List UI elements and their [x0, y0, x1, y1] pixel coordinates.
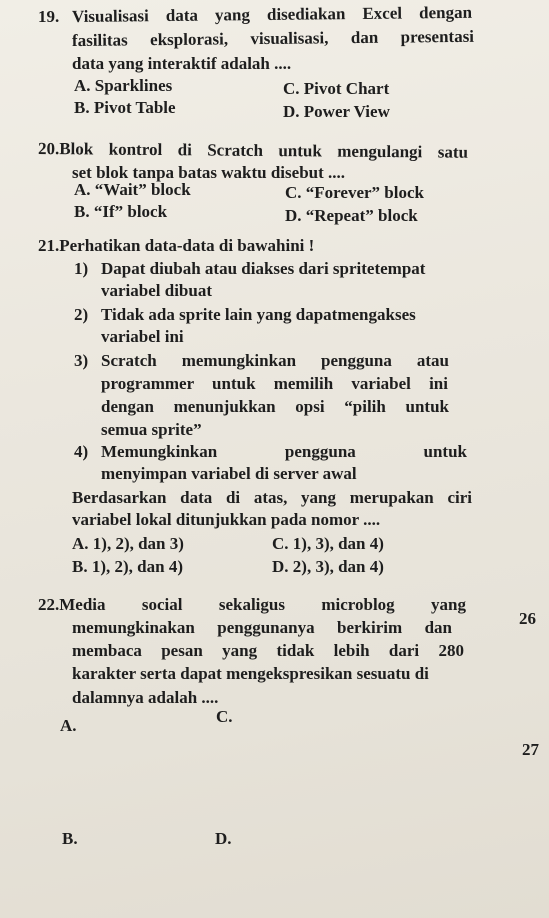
- q20-option-a: A. “Wait” block: [74, 180, 191, 199]
- q19-text-line-1: Visualisasi data yang disediakan Excel dengan: [71, 2, 473, 26]
- q20-option-d: D. “Repeat” block: [285, 206, 418, 225]
- q21-option-c: C. 1), 3), dan 4): [272, 534, 384, 553]
- q21-item-4-line-1: Memungkinkan pengguna untuk: [101, 442, 467, 461]
- q21-option-d: D. 2), 3), dan 4): [272, 557, 384, 576]
- q22-text-line-4: karakter serta dapat mengekspresikan sesuatu di: [72, 664, 429, 683]
- q22-text-line-3: membaca pesan yang tidak lebih dari 280: [72, 641, 464, 660]
- q19-option-c: C. Pivot Chart: [283, 79, 390, 98]
- q21-item-1-number: 1): [74, 259, 89, 278]
- q22-option-d: D.: [215, 829, 232, 848]
- q20-option-c: C. “Forever” block: [285, 183, 424, 202]
- q20-text-line-2: set blok tanpa batas waktu disebut ....: [72, 163, 346, 182]
- q22-text-line-2: memungkinakan penggunanya berkirim dan: [72, 618, 452, 637]
- q21-item-2-number: 2): [74, 305, 89, 324]
- q21-item-3-number: 3): [74, 351, 89, 370]
- q22-option-c: C.: [216, 707, 233, 726]
- q19-number: 19.: [38, 7, 60, 26]
- q21-option-a: A. 1), 2), dan 3): [72, 534, 184, 553]
- q21-item-4-line-2: menyimpan variabel di server awal: [101, 464, 357, 483]
- q22-text-line-5: dalamnya adalah ....: [72, 688, 219, 707]
- q21-item-3-line-1: Scratch memungkinkan pengguna atau: [101, 351, 449, 370]
- q21-title: 21.Perhatikan data-data di bawahini !: [38, 236, 315, 255]
- q21-option-b: B. 1), 2), dan 4): [72, 557, 183, 576]
- q22-option-a: A.: [60, 716, 77, 735]
- q21-item-3-line-4: semua sprite”: [101, 420, 202, 439]
- q21-item-3-line-2: programmer untuk memilih variabel ini: [101, 374, 448, 393]
- q21-prompt-line-1: Berdasarkan data di atas, yang merupakan ciri: [72, 488, 472, 507]
- margin-number-27: 27: [522, 740, 539, 759]
- q21-item-2-line-2: variabel ini: [101, 327, 184, 346]
- q21-item-2-line-1: Tidak ada sprite lain yang dapatmengakses: [101, 305, 416, 324]
- q22-text-line-1: 22.Media social sekaligus microblog yang: [38, 595, 466, 614]
- q19-text-line-3: data yang interaktif adalah ....: [72, 54, 292, 73]
- q21-item-3-line-3: dengan menunjukkan opsi “pilih untuk: [101, 397, 449, 416]
- q20-text-line-1: 20.Blok kontrol di Scratch untuk mengulangi satu: [37, 139, 469, 162]
- q19-option-b: B. Pivot Table: [74, 98, 176, 117]
- q19-option-a: A. Sparklines: [74, 76, 173, 95]
- q20-option-b: B. “If” block: [74, 202, 168, 221]
- q21-item-4-number: 4): [74, 442, 89, 461]
- q19-option-d: D. Power View: [283, 102, 390, 121]
- q19-text-line-2: fasilitas eksplorasi, visualisasi, dan presentasi: [71, 26, 475, 50]
- q21-item-1-line-1: Dapat diubah atau diakses dari spritetempat: [101, 259, 426, 278]
- q21-prompt-line-2: variabel lokal ditunjukkan pada nomor ....: [72, 510, 381, 529]
- q21-item-1-line-2: variabel dibuat: [101, 281, 212, 300]
- margin-number-26: 26: [519, 609, 536, 628]
- q22-option-b: B.: [62, 829, 78, 848]
